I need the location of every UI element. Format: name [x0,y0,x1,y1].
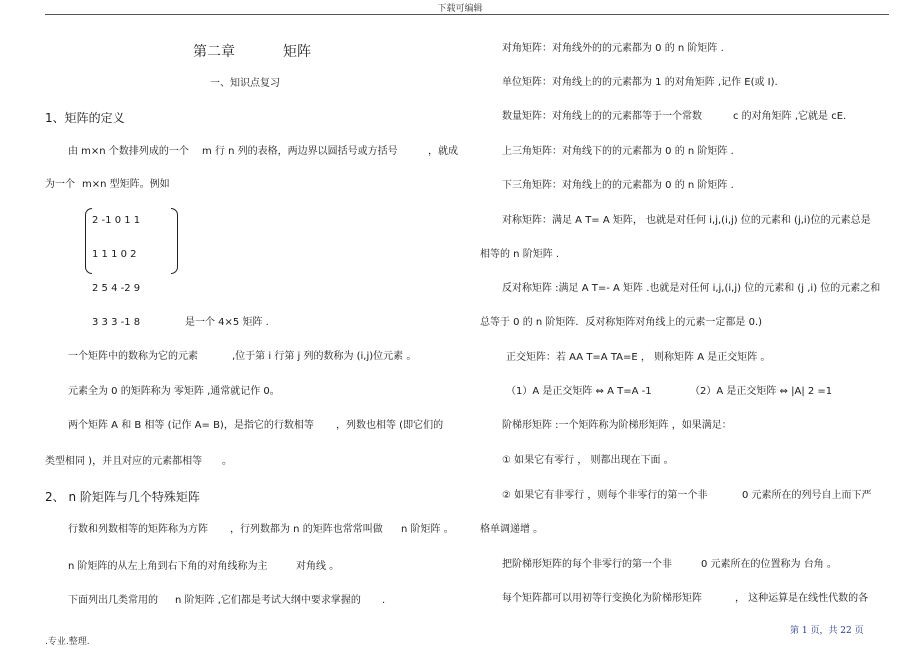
paragraph-text: ，行列数都为 n 的矩阵也常常叫做 [230,524,383,535]
paragraph-text: 一个矩阵中的数称为它的元素 [68,351,198,362]
section-2-heading: 2、 n 阶矩阵与几个特殊矩阵 [45,490,200,504]
matrix-row: 1 1 1 0 2 [92,249,137,260]
paragraph-text: 下三角矩阵：对角线上的的元素都为 0 的 n 阶矩阵 . [502,180,734,191]
paragraph-text: . [382,595,386,606]
paragraph-text: c 的对角矩阵 ,它就是 cE. [733,111,847,122]
paragraph-text: m×n 型矩阵。例如 [82,179,170,190]
paragraph-text: 对角矩阵：对角线外的的元素都为 0 的 n 阶矩阵 . [502,43,724,54]
paragraph-text: 数量矩阵：对角线上的的元素都等于一个常数 [502,111,702,122]
list-item: ① 如果它有零行 ， 则都出现在下面 。 [502,455,674,466]
list-item: ② 如果它有非零行 ，则每个非零行的第一个非 [502,490,708,501]
header-rule [45,14,889,15]
paragraph-text: n 阶矩阵 。 [401,524,454,535]
paragraph-text: 对称矩阵：满足 A T= A 矩阵， 也就是对任何 i,j,(i,j) 位的元素和 (j,i)位的元素总是 [502,215,871,226]
footer-left-text: .专业.整理. [45,637,90,647]
paragraph-text: 两个矩阵 A 和 B 相等 (记作 A= B)，是指它的行数相等 [68,420,314,431]
paragraph-text: 每个矩阵都可以用初等行变换化为阶梯形矩阵 [502,593,702,604]
paragraph-text: 单位矩阵：对角线上的的元素都为 1 的对角矩阵 ,记作 E(或 I). [502,77,778,88]
paragraph-text: 反对称矩阵 :满足 A T=- A 矩阵 .也就是对任何 i,j,(i,j) 位的元素和 (j ,i) 位的元素之和 [502,283,881,294]
paragraph-text: 下面列出几类常用的 [68,595,158,606]
matrix-row: 2 -1 0 1 1 [92,215,141,226]
paragraph-text: （1）A 是正交矩阵 ⇔ A T=A -1 [506,386,652,397]
paragraph-text: 总等于 0 的 n 阶矩阵．反对称矩阵对角线上的元素一定都是 0.) [480,317,763,328]
paragraph-text: m 行 n 列的表格，两边界以圆括号或方括号 [202,146,398,157]
chapter-name: 矩阵 [283,44,311,60]
paragraph-text: 把阶梯形矩阵的每个非零行的第一个非 [502,559,672,570]
chapter-title: 第二章 [193,44,235,60]
paragraph-text: ,位于第 i 行第 j 列的数称为 (i,j)位元素 。 [232,351,417,362]
matrix-right-paren [171,208,178,274]
paragraph-text: ，列数也相等 (即它们的 [336,420,444,431]
subtitle: 一、知识点复习 [210,78,280,89]
paragraph-text: 0 元素所在的位置称为 台角 。 [701,559,837,570]
list-item: 0 元素所在的列号自上而下严 [742,490,872,501]
page-header-text: 下载可编辑 [437,4,483,14]
paragraph-text: n 阶矩阵 ,它们都是考试大纲中要求掌握的 [175,595,361,606]
matrix-caption: 是一个 4×5 矩阵 . [185,317,269,328]
paragraph-text: 行数和列数相等的矩阵称为方阵 [68,524,208,535]
paragraph-text: （2）A 是正交矩阵 ⇔ |A| 2 =1 [690,386,833,397]
paragraph-text: 对角线 。 [296,561,340,572]
matrix-row: 3 3 3 -1 8 [92,317,141,328]
paragraph-text: 。 [222,456,232,467]
paragraph-text: 上三角矩阵：对角线下的的元素都为 0 的 n 阶矩阵 . [502,146,734,157]
paragraph-text: ， 这种运算是在线性代数的各 [735,593,869,604]
paragraph-text: 由 m×n 个数排列成的一个 [68,146,189,157]
matrix-row: 2 5 4 -2 9 [92,283,141,294]
paragraph-text: 格单调递增 。 [480,524,544,535]
paragraph-text: 正交矩阵：若 AA T=A TA=E ， 则称矩阵 A 是正交矩阵 。 [506,352,771,363]
paragraph-text: 相等的 n 阶矩阵 . [480,249,560,260]
paragraph-text: 阶梯形矩阵 :一个矩阵称为阶梯形矩阵 ，如果满足： [502,420,732,431]
paragraph-text: 元素全为 0 的矩阵称为 零矩阵 ,通常就记作 0。 [68,386,280,397]
matrix-left-paren [85,208,92,274]
paragraph-text: n 阶矩阵的从左上角到右下角的对角线称为主 [68,561,268,572]
paragraph-text: 为一个 [45,179,75,190]
section-1-heading: 1、矩阵的定义 [45,111,125,125]
paragraph-text: 类型相同 )，并且对应的元素都相等 [45,456,203,467]
paragraph-text: ，就成 [428,146,458,157]
page-number: 第 1 页，共 22 页 [790,626,864,636]
